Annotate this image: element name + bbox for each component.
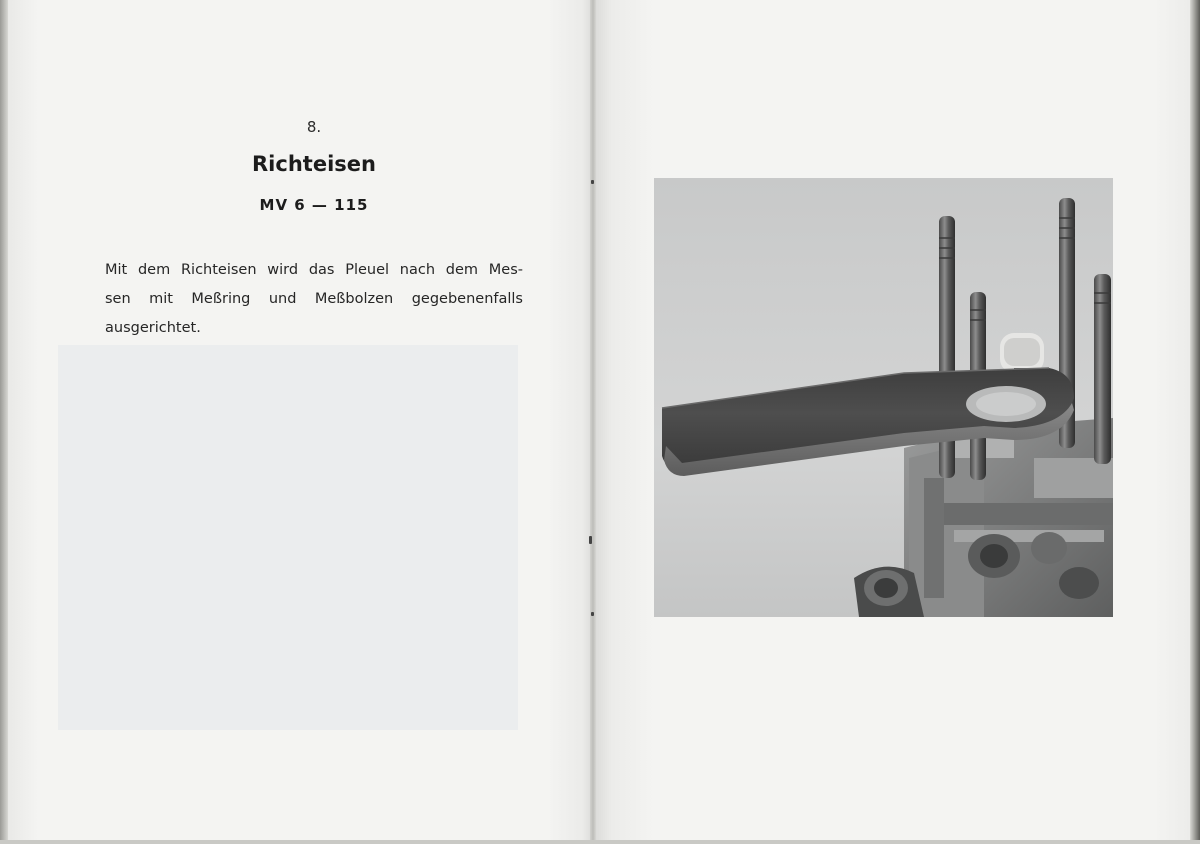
bottom-page-edge [0, 840, 1200, 844]
tool-code: MV 6 — 115 [259, 196, 369, 214]
right-page-edge [1190, 0, 1200, 844]
section-number: 8. [306, 118, 322, 136]
bleed-through-shadow [58, 345, 518, 730]
straightening-iron-photo-svg [654, 178, 1113, 617]
page-title: Richteisen [252, 152, 376, 176]
body-line: sen mit Meßring und Meßbolzen gegebenenfalls [105, 291, 523, 307]
binding-staple-mark [589, 536, 592, 544]
straightening-iron-photo [654, 178, 1113, 617]
body-line: ausgerichtet. [105, 320, 201, 336]
body-paragraph [105, 256, 523, 343]
body-line: Mit dem Richteisen wird das Pleuel nach dem Mes- [105, 262, 523, 278]
binding-staple-mark [591, 612, 594, 616]
binding-staple-mark [591, 180, 594, 184]
